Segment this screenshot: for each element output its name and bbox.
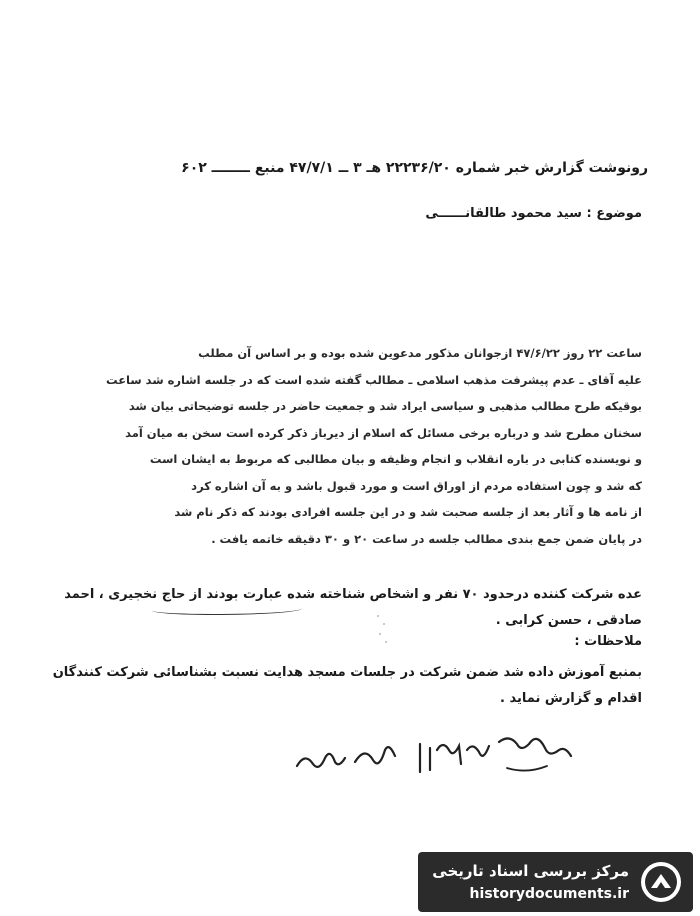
- archive-logo-icon: [637, 858, 685, 906]
- attendees-paragraph: [42, 582, 642, 634]
- body-line: و نویسنده کتابی در باره انقلاب و انجام وظیفه و بیان مطالبی که مربوط به ایشان است: [149, 452, 642, 466]
- report-body: [42, 340, 642, 552]
- notes-paragraph: [42, 660, 642, 712]
- body-line: در پایان ضمن جمع بندی مطالب جلسه در ساعت ۲۰ و ۳۰ دقیقه خاتمه یافت .: [211, 531, 642, 546]
- body-line: ساعت ۲۲ روز ۴۷/۶/۲۲ ازجوانان مذکور مدعوین شده بوده و بر اساس آن مطلب: [198, 346, 642, 360]
- body-line: از نامه ها و آثار بعد از جلسه صحبت شد و در این جلسه افرادی بودند که ذکر نام شد: [174, 505, 642, 519]
- archive-title: مرکز بررسی اسناد تاریخی: [432, 862, 629, 880]
- faint-marks: [372, 610, 392, 650]
- body-line: که شد و چون استفاده مردم از اوراق است و مورد قبول باشد و به آن اشاره کرد: [191, 478, 642, 493]
- notes-heading: ملاحظات :: [574, 634, 642, 649]
- body-line: بوقیکه طرح مطالب مذهبی و سیاسی ایراد شد و جمعیت حاضر در جلسه توضیحاتی بیان شد: [128, 399, 642, 413]
- notes-line: بمنبع آموزش داده شد ضمن شرکت در جلسات مسجد هدایت نسبت بشناسائی شرکت کنندگان: [52, 665, 642, 680]
- notes-line: اقدام و گزارش نماید .: [500, 691, 642, 706]
- copy-reference-line: رونوشت گزارش خبر شماره ۲۲۲۳۶/۲۰ هـ ۳ ــ ۴۷/۷/۱ منبع ــــــــ ۶۰۲: [181, 160, 648, 176]
- attendees-line: عده شرکت کننده درحدود ۷۰ نفر و اشخاص شناخته شده عبارت بودند از حاج نخجیری ، احمد: [64, 587, 642, 602]
- archive-url: historydocuments.ir: [469, 886, 629, 902]
- archive-watermark: [418, 852, 693, 912]
- body-line: علیه آقای ـ عدم پیشرفت مذهب اسلامی ـ مطالب گفته شده است که در جلسه اشاره شد ساعت: [106, 372, 642, 387]
- subject-line: موضوع : سید محمود طالقانــــــی: [425, 206, 642, 221]
- body-line: سخنان مطرح شد و درباره برخی مسائل که اسلام از دیرباز ذکر کرده است سخن به میان آمد: [125, 425, 642, 440]
- handwritten-signature: [285, 728, 585, 788]
- attendees-line-2: صادقی ، حسن کرابی .: [495, 613, 642, 628]
